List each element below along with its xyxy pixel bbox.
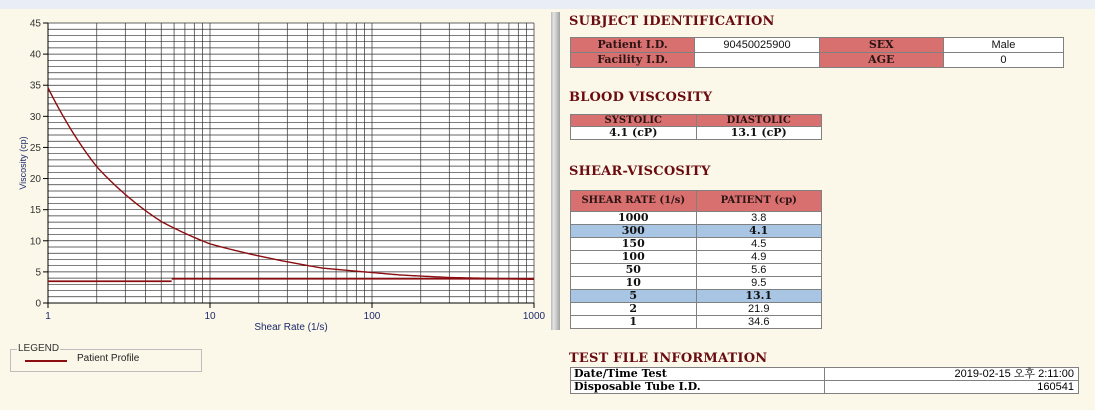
y-axis-label: Viscosity (cp) [18,136,28,190]
chart-panel [8,12,545,332]
legend-label: Patient Profile [77,353,140,364]
x-tick-label: 1000 [522,311,545,322]
datetime-value: 2019-02-15 오후 2:11:00 [825,368,1079,381]
diastolic-value: 13.1 (cP) [696,127,822,140]
facility-id-label: Facility I.D. [571,53,695,68]
patient-value-cell: 4.1 [696,225,822,238]
y-tick-label: 30 [29,111,41,123]
tube-id-value: 160541 [825,381,1079,394]
patient-value-cell: 4.9 [696,251,822,264]
table-row [571,303,822,316]
patient-value-cell: 5.6 [696,264,822,277]
legend-swatch [25,360,67,362]
subject-table [570,37,1064,68]
table-row [571,277,822,290]
shear-rate-cell: 50 [571,264,697,277]
diastolic-label: DIASTOLIC [696,115,822,127]
table-row [571,238,822,251]
y-tick-label: 0 [35,298,41,310]
shear-rate-cell: 2 [571,303,697,316]
age-value: 0 [943,53,1063,68]
sex-label: SEX [819,38,943,53]
shear-rate-header: SHEAR RATE (1/s) [571,191,697,212]
report-panel [565,0,1095,410]
table-row [571,290,822,303]
facility-id-value [695,53,819,68]
patient-value-cell: 4.5 [696,238,822,251]
shear-rate-cell: 100 [571,251,697,264]
y-tick-label: 5 [35,267,41,279]
patient-value-cell: 9.5 [696,277,822,290]
patient-value-cell: 21.9 [696,303,822,316]
shear-viscosity-table [570,190,822,329]
table-row [571,225,822,238]
shear-rate-cell: 150 [571,238,697,251]
patient-id-value: 90450025900 [695,38,819,53]
table-row [571,251,822,264]
blood-viscosity-table [570,114,822,140]
table-row [571,264,822,277]
tube-id-label: Disposable Tube I.D. [571,381,825,394]
sex-value: Male [943,38,1063,53]
patient-value-cell: 3.8 [696,212,822,225]
x-axis-label: Shear Rate (1/s) [254,322,328,332]
y-tick-label: 15 [29,205,41,217]
patient-value-cell: 13.1 [696,290,822,303]
legend-box [10,343,202,372]
x-tick-label: 100 [363,311,381,322]
panel-splitter[interactable] [551,12,560,330]
legend-title: LEGEND [18,343,60,354]
patient-cp-header: PATIENT (cp) [696,191,822,212]
systolic-value: 4.1 (cP) [571,127,697,140]
shear-rate-cell: 1000 [571,212,697,225]
viscosity-chart [8,12,545,332]
shear-rate-cell: 10 [571,277,697,290]
patient-id-label: Patient I.D. [571,38,695,53]
age-label: AGE [819,53,943,68]
table-row [571,212,822,225]
y-tick-label: 25 [29,142,41,154]
x-tick-label: 10 [204,311,216,322]
table-row [571,316,822,329]
systolic-label: SYSTOLIC [571,115,697,127]
shear-rate-cell: 300 [571,225,697,238]
y-tick-label: 45 [29,18,41,30]
blood-viscosity-heading: BLOOD VISCOSITY [569,90,713,105]
test-file-heading: TEST FILE INFORMATION [569,351,768,366]
subject-heading: SUBJECT IDENTIFICATION [569,14,775,29]
test-file-table [570,367,1079,394]
datetime-label: Date/Time Test [571,368,825,381]
y-tick-label: 20 [29,174,41,186]
shear-viscosity-heading: SHEAR-VISCOSITY [569,164,711,179]
patient-value-cell: 34.6 [696,316,822,329]
y-tick-label: 40 [29,49,41,61]
shear-rate-cell: 1 [571,316,697,329]
shear-rate-cell: 5 [571,290,697,303]
plot-area [48,23,534,303]
x-tick-label: 1 [45,311,51,322]
y-tick-label: 35 [29,80,41,92]
y-tick-label: 10 [29,236,41,248]
